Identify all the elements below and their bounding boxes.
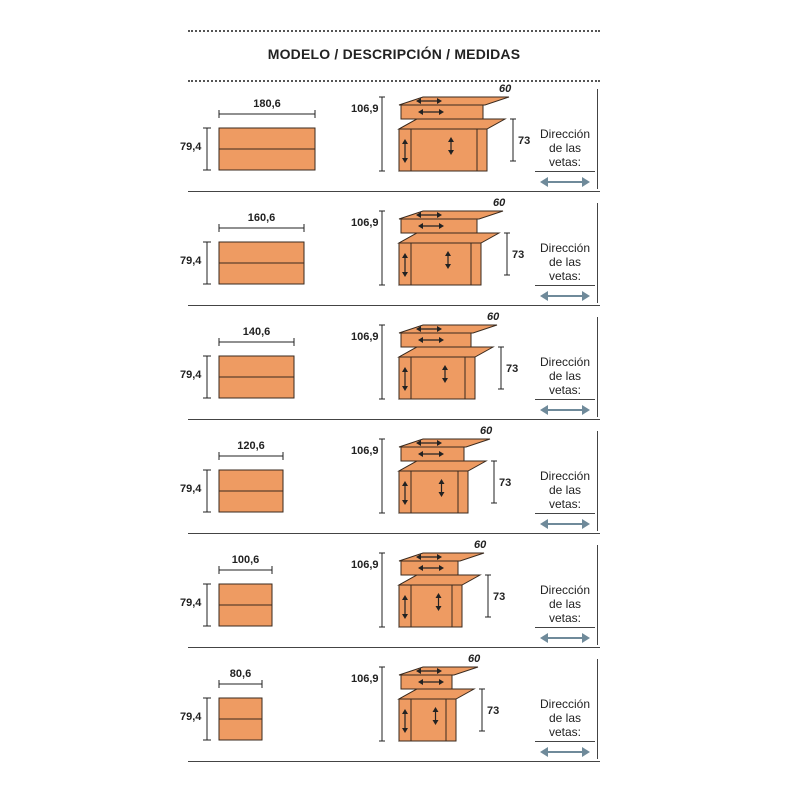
width-label: 120,6 bbox=[237, 440, 265, 452]
desk-height-label: 73 bbox=[512, 249, 525, 261]
grain-direction-arrow-icon bbox=[540, 176, 590, 188]
counter-depth-label: 60 bbox=[480, 425, 493, 437]
depth-dimension-line bbox=[203, 698, 211, 740]
plan-view-diagram bbox=[0, 543, 330, 653]
plan-top-board bbox=[219, 698, 262, 740]
grain-direction-arrow-icon bbox=[540, 404, 590, 416]
desk-height-label: 73 bbox=[499, 477, 512, 489]
width-label: 160,6 bbox=[247, 212, 276, 224]
grain-underline bbox=[535, 741, 595, 742]
plan-top-board bbox=[219, 242, 304, 284]
grain-direction-label: Dirección de las vetas: bbox=[539, 583, 590, 625]
total-height-label: 106,9 bbox=[351, 217, 379, 229]
desk-height-dimension bbox=[510, 119, 516, 161]
total-height-dimension bbox=[379, 325, 385, 399]
row-right-border bbox=[597, 317, 598, 417]
counter-body bbox=[399, 553, 484, 627]
plan-top-board bbox=[219, 584, 272, 626]
plan-top-board bbox=[219, 470, 283, 512]
desk-height-dimension bbox=[498, 347, 504, 389]
grain-direction-arrow-icon bbox=[540, 518, 590, 530]
grain-direction-label: Dirección de las vetas: bbox=[539, 355, 590, 397]
total-height-dimension bbox=[379, 439, 385, 513]
width-label: 180,6 bbox=[253, 98, 281, 110]
counter-body bbox=[399, 325, 497, 399]
total-height-label: 106,9 bbox=[351, 559, 379, 571]
total-height-dimension bbox=[379, 553, 385, 627]
total-height-dimension bbox=[379, 97, 385, 171]
total-height-dimension bbox=[379, 667, 385, 741]
grain-direction-label: Dirección de las vetas: bbox=[539, 127, 590, 169]
depth-dimension-line bbox=[203, 584, 211, 626]
grain-direction-arrow-icon bbox=[540, 632, 590, 644]
desk-height-label: 73 bbox=[506, 363, 519, 375]
counter-depth-label: 60 bbox=[474, 539, 487, 551]
grain-direction-arrow-icon bbox=[540, 746, 590, 758]
depth-label: 79,4 bbox=[180, 711, 202, 723]
counter-depth-label: 60 bbox=[468, 653, 481, 665]
model-row-6 bbox=[0, 653, 800, 771]
width-dimension-line bbox=[219, 338, 294, 346]
plan-top-board bbox=[219, 128, 315, 170]
grain-direction-label: Dirección de las vetas: bbox=[539, 697, 590, 739]
counter-body bbox=[399, 667, 478, 741]
top-dotted-divider bbox=[188, 30, 600, 32]
row-right-border bbox=[597, 89, 598, 189]
width-dimension-line bbox=[219, 566, 272, 574]
width-label: 100,6 bbox=[231, 554, 260, 566]
desk-height-dimension bbox=[485, 575, 491, 617]
desk-height-label: 73 bbox=[493, 591, 506, 603]
row-right-border bbox=[597, 545, 598, 645]
total-height-dimension bbox=[379, 211, 385, 285]
desk-height-dimension bbox=[491, 461, 497, 503]
width-label: 140,6 bbox=[242, 326, 271, 338]
depth-label: 79,4 bbox=[180, 597, 202, 609]
total-height-label: 106,9 bbox=[351, 103, 379, 115]
counter-body bbox=[399, 211, 503, 285]
depth-dimension-line bbox=[203, 242, 211, 284]
counter-body bbox=[399, 439, 490, 513]
counter-depth-label: 60 bbox=[487, 311, 500, 323]
grain-underline bbox=[535, 171, 595, 172]
depth-label: 79,4 bbox=[180, 369, 202, 381]
total-height-label: 106,9 bbox=[351, 331, 379, 343]
row-right-border bbox=[597, 431, 598, 531]
plan-view-diagram bbox=[0, 657, 330, 767]
counter-depth-label: 60 bbox=[493, 197, 506, 209]
grain-underline bbox=[535, 399, 595, 400]
total-height-label: 106,9 bbox=[351, 673, 379, 685]
plan-view-diagram bbox=[0, 429, 330, 539]
model-row-3 bbox=[0, 311, 800, 429]
width-dimension-line bbox=[219, 224, 304, 232]
depth-label: 79,4 bbox=[180, 141, 202, 153]
grain-direction-label: Dirección de las vetas: bbox=[539, 241, 590, 283]
plan-view-diagram bbox=[0, 315, 330, 425]
grain-direction-arrow-icon bbox=[540, 290, 590, 302]
page-title: MODELO / DESCRIPCIÓN / MEDIDAS bbox=[267, 46, 521, 62]
total-height-label: 106,9 bbox=[351, 445, 379, 457]
counter-body bbox=[399, 97, 509, 171]
model-row-1 bbox=[0, 83, 800, 201]
grain-direction-label: Dirección de las vetas: bbox=[539, 469, 590, 511]
desk-height-label: 73 bbox=[518, 135, 531, 147]
depth-dimension-line bbox=[203, 470, 211, 512]
depth-label: 79,4 bbox=[180, 255, 202, 267]
model-row-5 bbox=[0, 539, 800, 657]
depth-dimension-line bbox=[203, 128, 211, 170]
grain-underline bbox=[535, 627, 595, 628]
row-right-border bbox=[597, 203, 598, 303]
desk-height-label: 73 bbox=[487, 705, 500, 717]
model-row-4 bbox=[0, 425, 800, 543]
width-dimension-line bbox=[219, 110, 315, 118]
desk-height-dimension bbox=[479, 689, 485, 731]
grain-underline bbox=[535, 285, 595, 286]
depth-label: 79,4 bbox=[180, 483, 202, 495]
depth-dimension-line bbox=[203, 356, 211, 398]
counter-depth-label: 60 bbox=[499, 83, 512, 95]
width-label: 80,6 bbox=[229, 668, 252, 680]
grain-underline bbox=[535, 513, 595, 514]
plan-top-board bbox=[219, 356, 294, 398]
width-dimension-line bbox=[219, 452, 283, 460]
width-dimension-line bbox=[219, 680, 262, 688]
header-dotted-divider bbox=[188, 80, 600, 82]
model-row-2 bbox=[0, 197, 800, 315]
row-right-border bbox=[597, 659, 598, 759]
desk-height-dimension bbox=[504, 233, 510, 275]
